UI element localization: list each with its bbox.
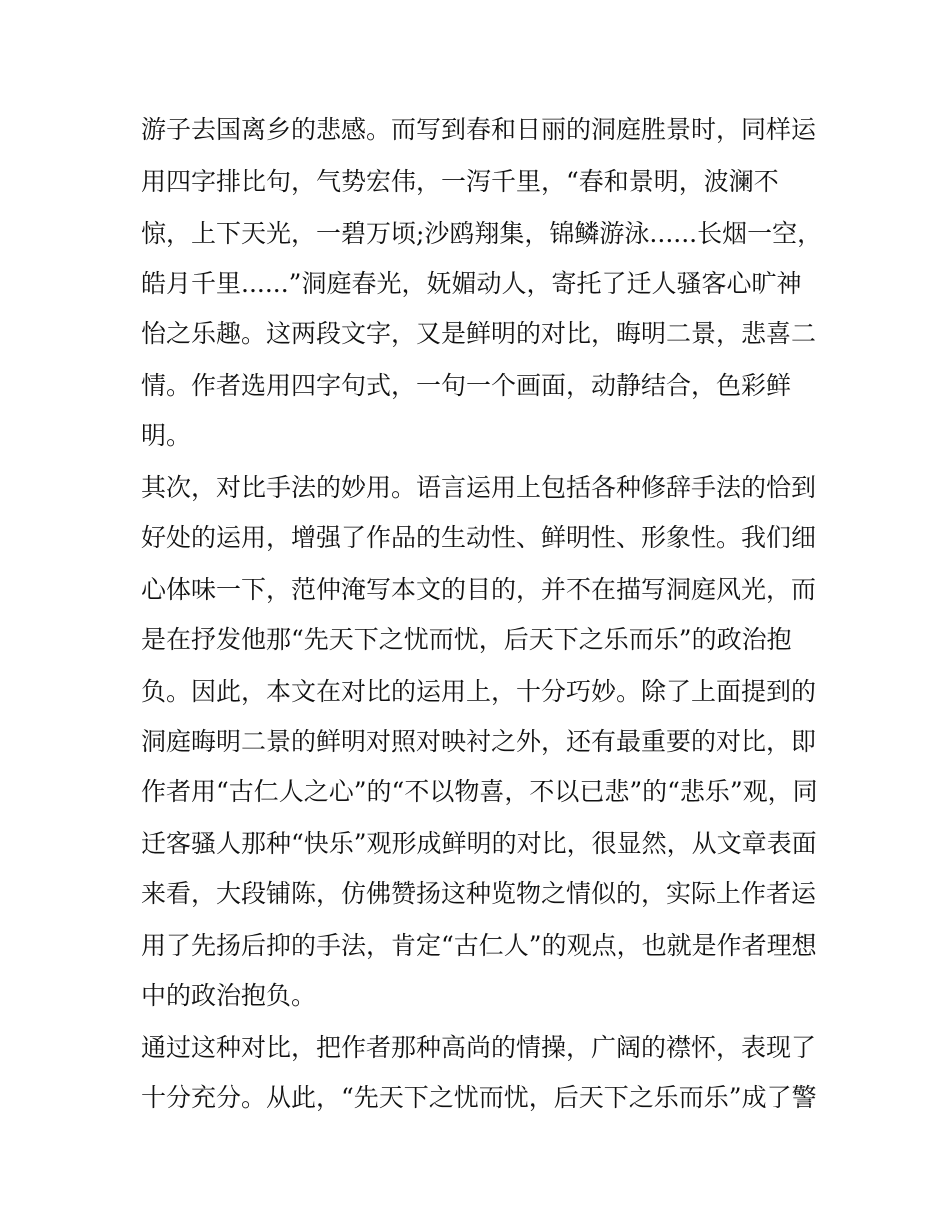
text-line: 通过这种对比，把作者那种高尚的情操，广阔的襟怀，表现了 [141,1033,817,1062]
text-line: 其次，对比手法的妙用。语言运用上包括各种修辞手法的恰到 [141,473,817,502]
text-line: 明。 [141,421,192,450]
text-line: 用了先扬后抑的手法，肯定“古仁人”的观点，也就是作者理想 [141,931,817,960]
text-line: 作者用“古仁人之心”的“不以物喜，不以已悲”的“悲乐”观，同 [141,777,818,806]
text-line: 用四字排比句，气势宏伟，一泻千里，“春和景明，波澜不 [141,167,779,196]
text-line: 情。作者选用四字句式，一句一个画面，动静结合，色彩鲜 [141,371,792,400]
text-line: 好处的运用，增强了作品的生动性、鲜明性、形象性。我们细 [141,523,817,552]
text-line: 怡之乐趣。这两段文字，又是鲜明的对比，晦明二景，悲喜二 [141,319,817,348]
text-line: 中的政治抱负。 [141,981,317,1010]
text-line: 来看，大段铺陈，仿佛赞扬这种览物之情似的，实际上作者运 [141,879,817,908]
text-line: 是在抒发他那“先天下之忧而忧，后天下之乐而乐”的政治抱 [141,625,792,654]
text-line: 负。因此，本文在对比的运用上，十分巧妙。除了上面提到的 [141,677,817,706]
text-line: 心体味一下，范仲淹写本文的目的，并不在描写洞庭风光，而 [141,575,817,604]
text-line: 十分充分。从此，“先天下之忧而忧，后天下之乐而乐”成了警 [141,1083,817,1112]
text-line: 游子去国离乡的悲感。而写到春和日丽的洞庭胜景时，同样运 [141,115,817,144]
text-line: 惊，上下天光，一碧万顷;沙鸥翔集，锦鳞游泳......长烟一空， [141,219,823,248]
text-line: 皓月千里......”洞庭春光，妩媚动人，寄托了迁人骚客心旷神 [141,269,802,298]
text-line: 洞庭晦明二景的鲜明对照对映衬之外，还有最重要的对比，即 [141,727,817,756]
text-line: 迁客骚人那种“快乐”观形成鲜明的对比，很显然，从文章表面 [141,829,817,858]
